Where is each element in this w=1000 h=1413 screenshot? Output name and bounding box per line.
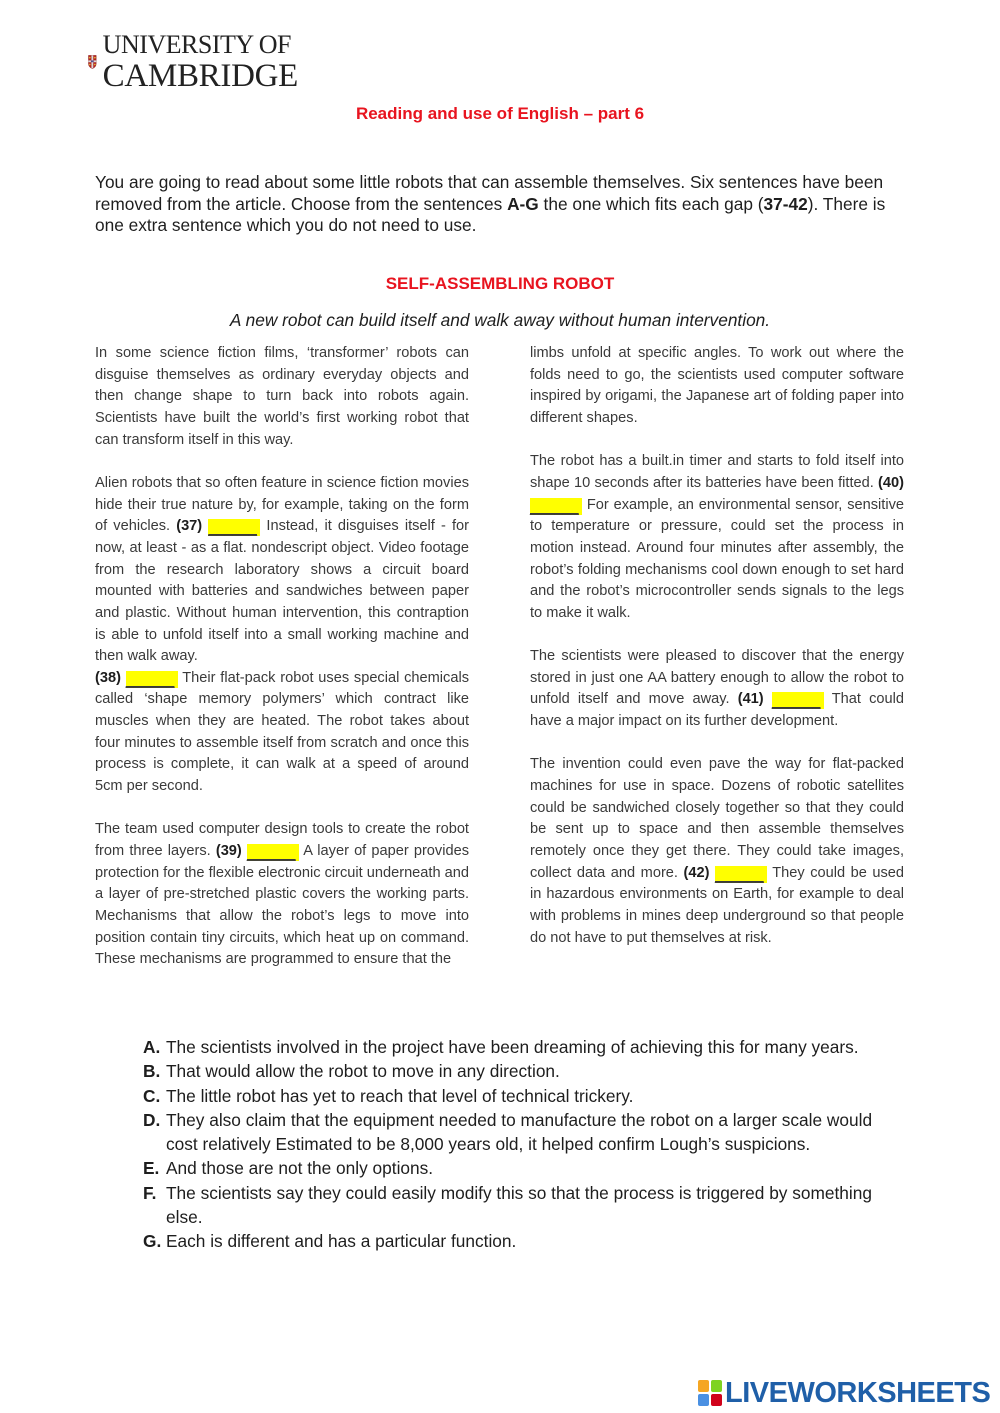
instructions-text-2: the one which fits each gap ( <box>538 193 764 214</box>
option-text: The little robot has yet to reach that level of technical trickery. <box>166 1085 634 1106</box>
paragraph-4 <box>95 819 469 971</box>
gap-38-number: (38) <box>95 669 121 686</box>
article-subtitle: A new robot can build itself and walk away without human intervention. <box>229 310 771 330</box>
gap-41-number: (41) <box>737 691 764 708</box>
paragraph-7-start: The scientists were pleased to discover that the energy stored in just one AA battery enough to allow the robot to unfold itself and move away. <box>530 648 904 708</box>
paragraph-6-end: For example, an environmental sensor, sensitive to temperature or pressure, could set the process in motion instead. Around four minutes after assembly, the robot’s folding mechanisms cool down enough to set hard and the robot’s microcontroller sends signals to the legs to make it walk. <box>530 496 904 621</box>
gap-37-number: (37) <box>176 518 203 535</box>
paragraph-1: In some science fiction films, ‘transformer’ robots can disguise themselves as ordinary everyday objects and then change shape to turn back into robots again. Scientists have built the world’s first working robot that can transform itself in this way. <box>95 345 469 448</box>
option-letter: D. <box>143 1109 161 1130</box>
gap-37-input[interactable]: ______ <box>208 519 260 536</box>
gap-39-number: (39) <box>215 843 242 860</box>
paragraph-2-end: Instead, it disguises itself - for now, at least - as a flat. nondescript object. Video footage from the research laboratory shows a circuit board mounted with batteries and sandwiches between paper and plastic. Without human intervention, this contraption is able to unfold itself into a small working machine and then walk away. <box>95 518 469 665</box>
option-letter: B. <box>143 1061 161 1082</box>
article-title: SELF-ASSEMBLING ROBOT <box>385 274 615 293</box>
option-text: The scientists involved in the project have been dreaming of achieving this for many years. <box>166 1037 859 1057</box>
gap-41-input[interactable]: ______ <box>772 692 824 709</box>
gap-39-input[interactable]: ______ <box>247 844 299 861</box>
gap-42-input[interactable]: ______ <box>715 866 767 883</box>
instructions <box>95 172 907 237</box>
cambridge-crest-icon <box>88 31 97 93</box>
option-text: The scientists say they could easily modify this so that the process is triggered by something else. <box>166 1182 872 1228</box>
paragraph-3-text: Their flat-pack robot uses special chemicals called ‘shape memory polymers’ which contract like muscles when they are heated. The robot takes about four minutes to assemble itself from scratch and once this process is complete, it can walk at a speed of around 5cm per second. <box>95 669 469 795</box>
option-letter: G. <box>143 1231 162 1252</box>
paragraph-3 <box>95 668 469 798</box>
paragraph-7-end: That could have a major impact on its further development. <box>530 691 904 730</box>
option-text: Each is different and has a particular function. <box>166 1231 517 1252</box>
gap-40-number: (40) <box>878 474 904 491</box>
paragraph-4-end: A layer of paper provides protection for the flexible electronic circuit underneath and a layer of pre-stretched plastic covers the working parts. Mechanisms that allow the robot’s legs to move into position contain tiny circuits, which heat up on command. These mechanisms are programmed to ensure that the <box>95 843 469 968</box>
paragraph-4-start: The team used computer design tools to create the robot from three layers. <box>95 821 469 860</box>
answer-options-list <box>143 1035 873 1254</box>
paragraph-7 <box>530 646 904 733</box>
paragraph-5: limbs unfold at specific angles. To work out where the folds need to go, the scientists used computer software inspired by origami, the Japanese art of folding paper into different shapes. <box>530 345 904 426</box>
liveworksheets-logo <box>697 1376 990 1410</box>
option-letter: C. <box>143 1085 161 1106</box>
part-title: Reading and use of English – part 6 <box>355 104 645 123</box>
liveworksheets-brand: LIVEWORKSHEETS <box>725 1376 991 1409</box>
instructions-text-3: ). There is one extra sentence which you do not need to use. <box>95 193 886 235</box>
option-d <box>143 1108 873 1157</box>
option-letter: E. <box>143 1158 160 1179</box>
paragraph-8-start: The invention could even pave the way for flat-packed machines for use in space. Dozens of robotic satellites could be sandwiched closely together so that they could be sent up to space and then assemble themselves remotely once they get there. They could take images, collect data and more. <box>530 756 904 881</box>
logo-line-1: UNIVERSITY OF <box>102 29 291 59</box>
gap-38-input[interactable]: ______ <box>126 671 178 688</box>
option-text: They also claim that the equipment needed to manufacture the robot on a larger scale would cost relatively Estimated to be 8,000 years old, it helped confirm Lough’s suspicions. <box>166 1109 873 1155</box>
paragraph-2 <box>95 473 469 668</box>
instructions-range: A-G <box>507 193 539 214</box>
article-column-left <box>95 343 469 993</box>
option-a <box>143 1035 873 1059</box>
option-letter: F. <box>143 1182 157 1203</box>
paragraph-6-start: The robot has a built.in timer and starts to fold itself into shape 10 seconds after its batteries have been fitted. <box>530 453 904 491</box>
option-text: That would allow the robot to move in any direction. <box>166 1061 560 1082</box>
option-g <box>143 1229 873 1253</box>
paragraph-2-start: Alien robots that so often feature in science fiction movies hide their true nature by, for example, taking on the form of vehicles. <box>95 474 469 535</box>
paragraph-8 <box>530 754 904 949</box>
paragraph-8-end: They could be used in hazardous environments on Earth, for example to deal with problems in mines deep underground so that people do not have to put themselves at risk. <box>530 864 905 946</box>
article-column-right <box>530 343 904 971</box>
logo-line-2: CAMBRIDGE <box>102 57 298 94</box>
instructions-gaps: 37-42 <box>763 193 808 214</box>
option-c <box>143 1084 873 1108</box>
instructions-text-1: You are going to read about some little robots that can assemble themselves. Six sentences have been removed from the article. Choose from the sentences <box>95 172 884 214</box>
option-text: And those are not the only options. <box>166 1158 434 1179</box>
paragraph-6 <box>530 451 904 624</box>
option-f <box>143 1181 873 1230</box>
cambridge-logo <box>88 28 298 96</box>
option-letter: A. <box>143 1037 161 1057</box>
gap-40-input[interactable]: ______ <box>530 498 582 515</box>
option-b <box>143 1059 873 1083</box>
gap-42-number: (42) <box>683 864 710 881</box>
option-e <box>143 1156 873 1180</box>
liveworksheets-icon <box>697 1378 723 1408</box>
